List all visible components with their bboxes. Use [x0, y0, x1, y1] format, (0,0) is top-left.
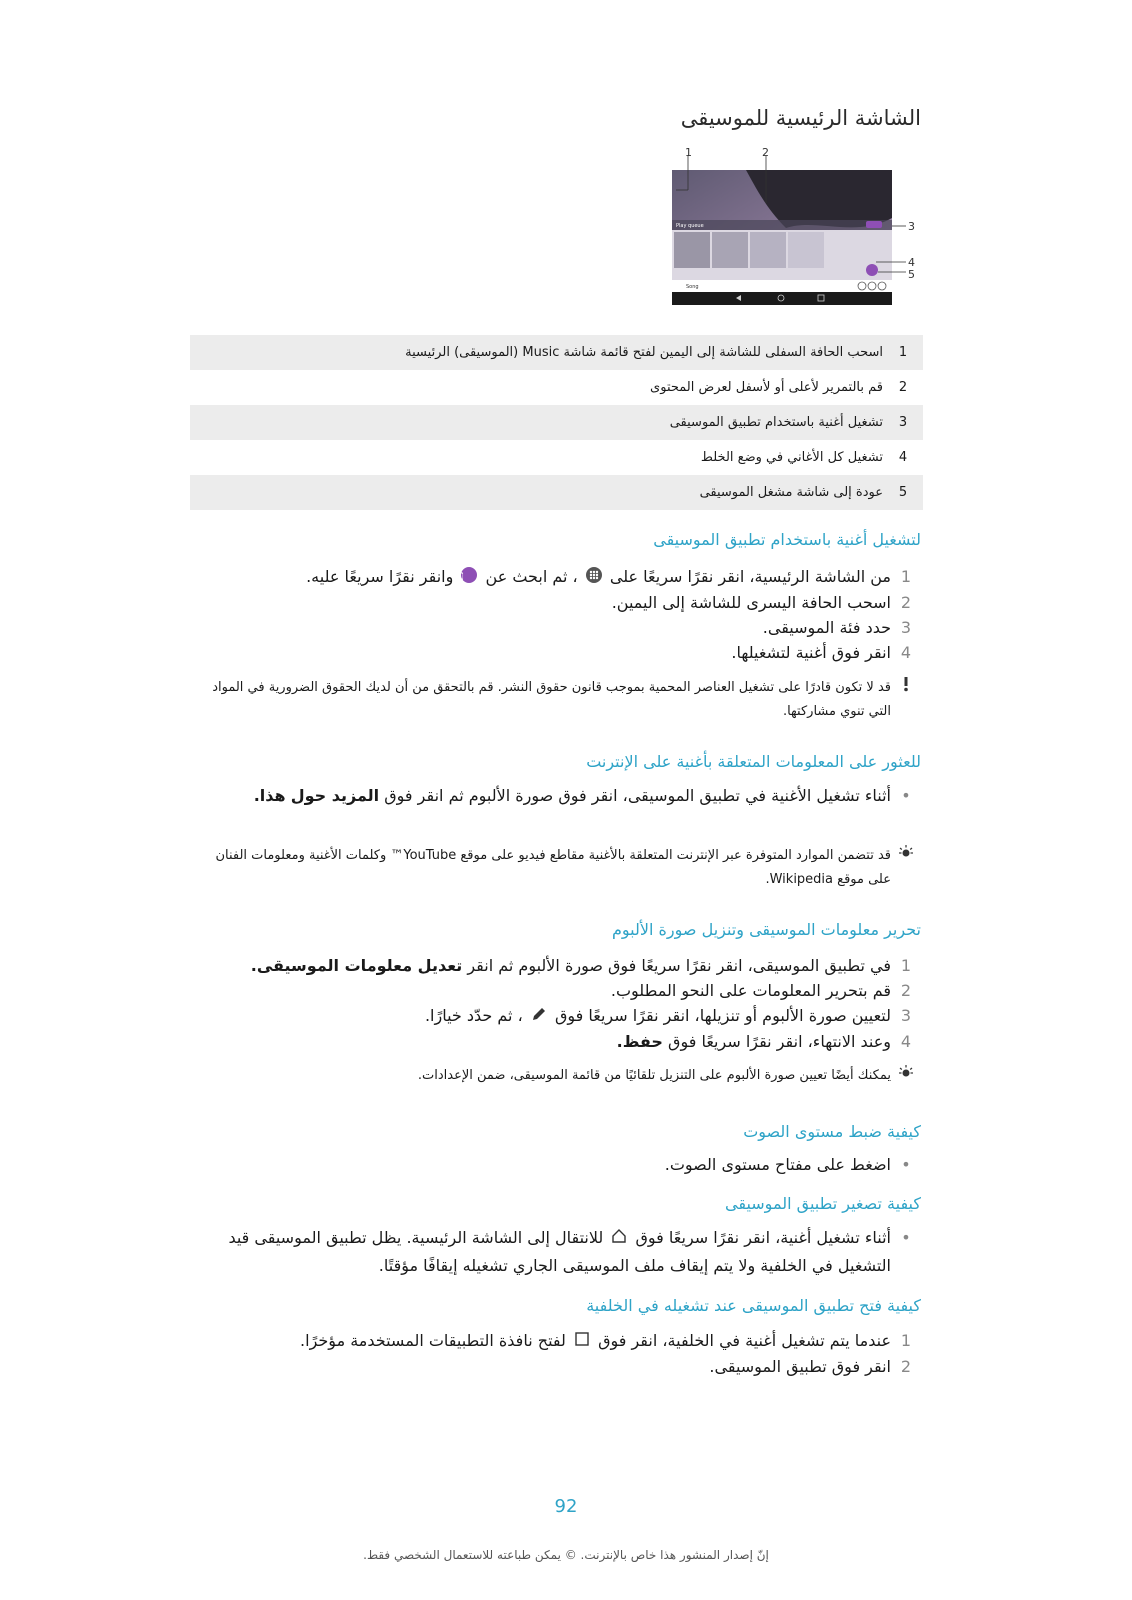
step-text: اسحب الحافة اليسرى للشاشة إلى اليمين.	[611, 593, 891, 612]
legend-row	[190, 440, 923, 475]
lightbulb-icon	[891, 1064, 921, 1089]
step-item	[201, 640, 921, 665]
play-song-steps	[201, 564, 921, 665]
step-text	[201, 1328, 891, 1354]
legend-row	[190, 475, 923, 510]
pencil-icon	[531, 1004, 547, 1029]
legend-num: 3	[883, 405, 923, 440]
tip-note-text: يمكنك أيضًا تعيين صورة الألبوم على التنزيل تلقائيًا من قائمة الموسيقى، ضمن الإعدادات.	[417, 1068, 891, 1083]
bullet-text-part: للانتقال إلى الشاشة الرئيسية. يظل تطبيق الموسيقى قيد التشغيل في الخلفية ولا يتم إيقاف ملف الموسيقى الجاري تشغيله إيقافًا مؤقتًا.	[228, 1228, 891, 1275]
mini-player-song: Song	[686, 284, 699, 290]
legend-row	[190, 370, 923, 405]
legend-num: 1	[883, 335, 923, 370]
bullet-text-part: أثناء تشغيل الأغنية في تطبيق الموسيقى، انقر فوق صورة الألبوم ثم انقر فوق	[384, 786, 891, 805]
step-item	[201, 564, 921, 590]
step-text-part: ، ثم ابحث عن	[485, 567, 578, 586]
music-screenshot-figure	[666, 148, 926, 316]
step-text-part: وانقر نقرًا سريعًا عليه.	[306, 567, 454, 586]
step-text	[201, 953, 891, 978]
more-about-label: المزيد حول	[290, 786, 380, 805]
legend-text: اسحب الحافة السفلى للشاشة إلى اليمين لفتح قائمة شاشة Music (الموسيقى) الرئيسية	[190, 335, 883, 370]
callout-4: 4	[908, 256, 915, 269]
lightbulb-icon	[891, 844, 921, 892]
step-item	[201, 953, 921, 978]
song-info-bullet	[201, 782, 921, 809]
step-text	[201, 1003, 891, 1029]
step-text-part: من الشاشة الرئيسية، انقر نقرًا سريعًا على	[609, 567, 891, 586]
tip-note-song-info	[201, 844, 921, 892]
step-number: 1	[900, 567, 912, 586]
step-number: 3	[900, 1006, 912, 1025]
bullet-text: اضغط على مفتاح مستوى الصوت.	[664, 1155, 891, 1174]
callout-3: 3	[908, 220, 915, 233]
step-text: انقر فوق أغنية لتشغيلها.	[731, 643, 891, 662]
step-text-part: ، ثم حدّد خيارًا.	[424, 1006, 523, 1025]
step-number: 2	[900, 593, 912, 612]
step-number: 3	[900, 618, 912, 637]
step-number: 4	[900, 1032, 912, 1051]
step-item	[201, 615, 921, 640]
warning-note	[201, 676, 921, 724]
step-item	[201, 1029, 921, 1054]
bullet-dot: •	[901, 1155, 911, 1174]
step-item	[201, 1003, 921, 1029]
play-queue-label: Play queue	[676, 223, 704, 229]
tip-note-album-art	[201, 1064, 921, 1089]
step-item	[201, 1354, 921, 1379]
step-text-part: وعند الانتهاء، انقر نقرًا سريعًا فوق	[668, 1032, 891, 1051]
callout-5: 5	[908, 268, 915, 281]
section-heading-minimize: كيفية تصغير تطبيق الموسيقى	[725, 1194, 921, 1213]
home-icon	[611, 1225, 627, 1252]
queue-thumb-2[interactable]	[712, 232, 748, 268]
queue-thumb-4[interactable]	[788, 232, 824, 268]
music-app-icon	[456, 565, 477, 590]
legend-num: 5	[883, 475, 923, 510]
this-label: هذا.	[253, 786, 286, 805]
step-text: انقر فوق تطبيق الموسيقى.	[709, 1357, 891, 1376]
legend-text: تشغيل أغنية باستخدام تطبيق الموسيقى	[190, 405, 883, 440]
page-title: الشاشة الرئيسية للموسيقى	[680, 106, 921, 130]
section-heading-edit-info: تحرير معلومات الموسيقى وتنزيل صورة الألبوم	[612, 920, 921, 939]
step-number: 1	[900, 956, 912, 975]
legend-row	[190, 405, 923, 440]
step-number: 4	[900, 643, 912, 662]
section-heading-song-info: للعثور على المعلومات المتعلقة بأغنية على الإنترنت	[586, 752, 921, 771]
queue-thumb-3[interactable]	[750, 232, 786, 268]
bullet-dot: •	[901, 786, 911, 805]
exclamation-icon	[891, 676, 921, 724]
open-background-steps	[201, 1328, 921, 1379]
music-home-screenshot	[666, 148, 926, 316]
legend-table	[190, 335, 923, 510]
recent-apps-icon	[574, 1329, 590, 1354]
volume-bullet	[201, 1151, 921, 1178]
step-text	[201, 1029, 891, 1054]
bullet-dot: •	[901, 1228, 911, 1247]
edit-info-steps	[201, 953, 921, 1054]
footer-note: إنّ إصدار المنشور هذا خاص بالإنترنت. © يمكن طباعته للاستعمال الشخصي فقط.	[363, 1548, 769, 1562]
warning-note-text: قد لا تكون قادرًا على تشغيل العناصر المحمية بموجب قانون حقوق النشر. قم بالتحقق من أن لديك الحقوق الضرورية في المواد التي تنوي مشاركتها.	[212, 680, 891, 719]
legend-text: تشغيل كل الأغاني في وضع الخلط	[700, 450, 883, 465]
step-number: 2	[900, 981, 912, 1000]
bullet-text-part: أثناء تشغيل أغنية، انقر نقرًا سريعًا فوق	[635, 1228, 891, 1247]
legend-text: قم بالتمرير لأعلى أو لأسفل لعرض المحتوى	[650, 380, 883, 395]
step-text	[201, 564, 891, 590]
step-text-part: .	[616, 1032, 623, 1051]
section-heading-play-song: لتشغيل أغنية باستخدام تطبيق الموسيقى	[653, 530, 921, 549]
tip-note-text: قد تتضمن الموارد المتوفرة عبر الإنترنت المتعلقة بالأغنية مقاطع فيديو على موقع YouTube™ وكلمات الأغنية ومعلومات الفنان على موقع Wikipedia.	[215, 848, 891, 887]
page-number: 92	[554, 1496, 578, 1517]
nav-bar	[672, 292, 892, 305]
section-heading-open-background: كيفية فتح تطبيق الموسيقى عند تشغيله في الخلفية	[586, 1296, 921, 1315]
legend-num: 4	[898, 450, 908, 465]
callout-2: 2	[762, 146, 769, 159]
section-heading-volume: كيفية ضبط مستوى الصوت	[743, 1122, 921, 1141]
play-button-icon[interactable]	[866, 264, 878, 276]
queue-thumb-1[interactable]	[674, 232, 710, 268]
play-queue-bar	[672, 220, 892, 230]
bullet-text	[201, 1224, 891, 1279]
apps-grid-icon	[586, 565, 602, 590]
step-number: 2	[900, 1357, 912, 1376]
svg-text:♫: ♫	[456, 571, 466, 582]
minimize-bullet	[201, 1224, 921, 1279]
step-text: قم بتحرير المعلومات على النحو المطلوب.	[610, 981, 891, 1000]
bullet-text	[201, 782, 891, 809]
edit-music-info-label: تعديل معلومات الموسيقى	[256, 956, 463, 975]
step-item	[201, 978, 921, 1003]
step-text-part: .	[250, 956, 257, 975]
callout-1: 1	[685, 146, 692, 159]
step-text-part: في تطبيق الموسيقى، انقر نقرًا سريعًا فوق صورة الألبوم ثم انقر	[467, 956, 891, 975]
step-number: 1	[900, 1331, 912, 1350]
legend-text: عودة إلى شاشة مشغل الموسيقى	[190, 475, 883, 510]
step-item	[201, 1328, 921, 1354]
step-text: حدد فئة الموسيقى.	[762, 618, 891, 637]
step-text-part: لفتح نافذة التطبيقات المستخدمة مؤخرًا.	[300, 1331, 566, 1350]
step-text-part: عندما يتم تشغيل أغنية في الخلفية، انقر فوق	[598, 1331, 891, 1350]
save-label: حفظ	[622, 1032, 663, 1051]
step-item	[201, 590, 921, 615]
shuffle-button[interactable]	[866, 221, 882, 228]
mini-player[interactable]	[672, 280, 892, 292]
legend-num: 2	[898, 380, 908, 395]
legend-row	[190, 335, 923, 370]
step-text-part: لتعيين صورة الألبوم أو تنزيلها، انقر نقرًا سريعًا فوق	[554, 1006, 891, 1025]
